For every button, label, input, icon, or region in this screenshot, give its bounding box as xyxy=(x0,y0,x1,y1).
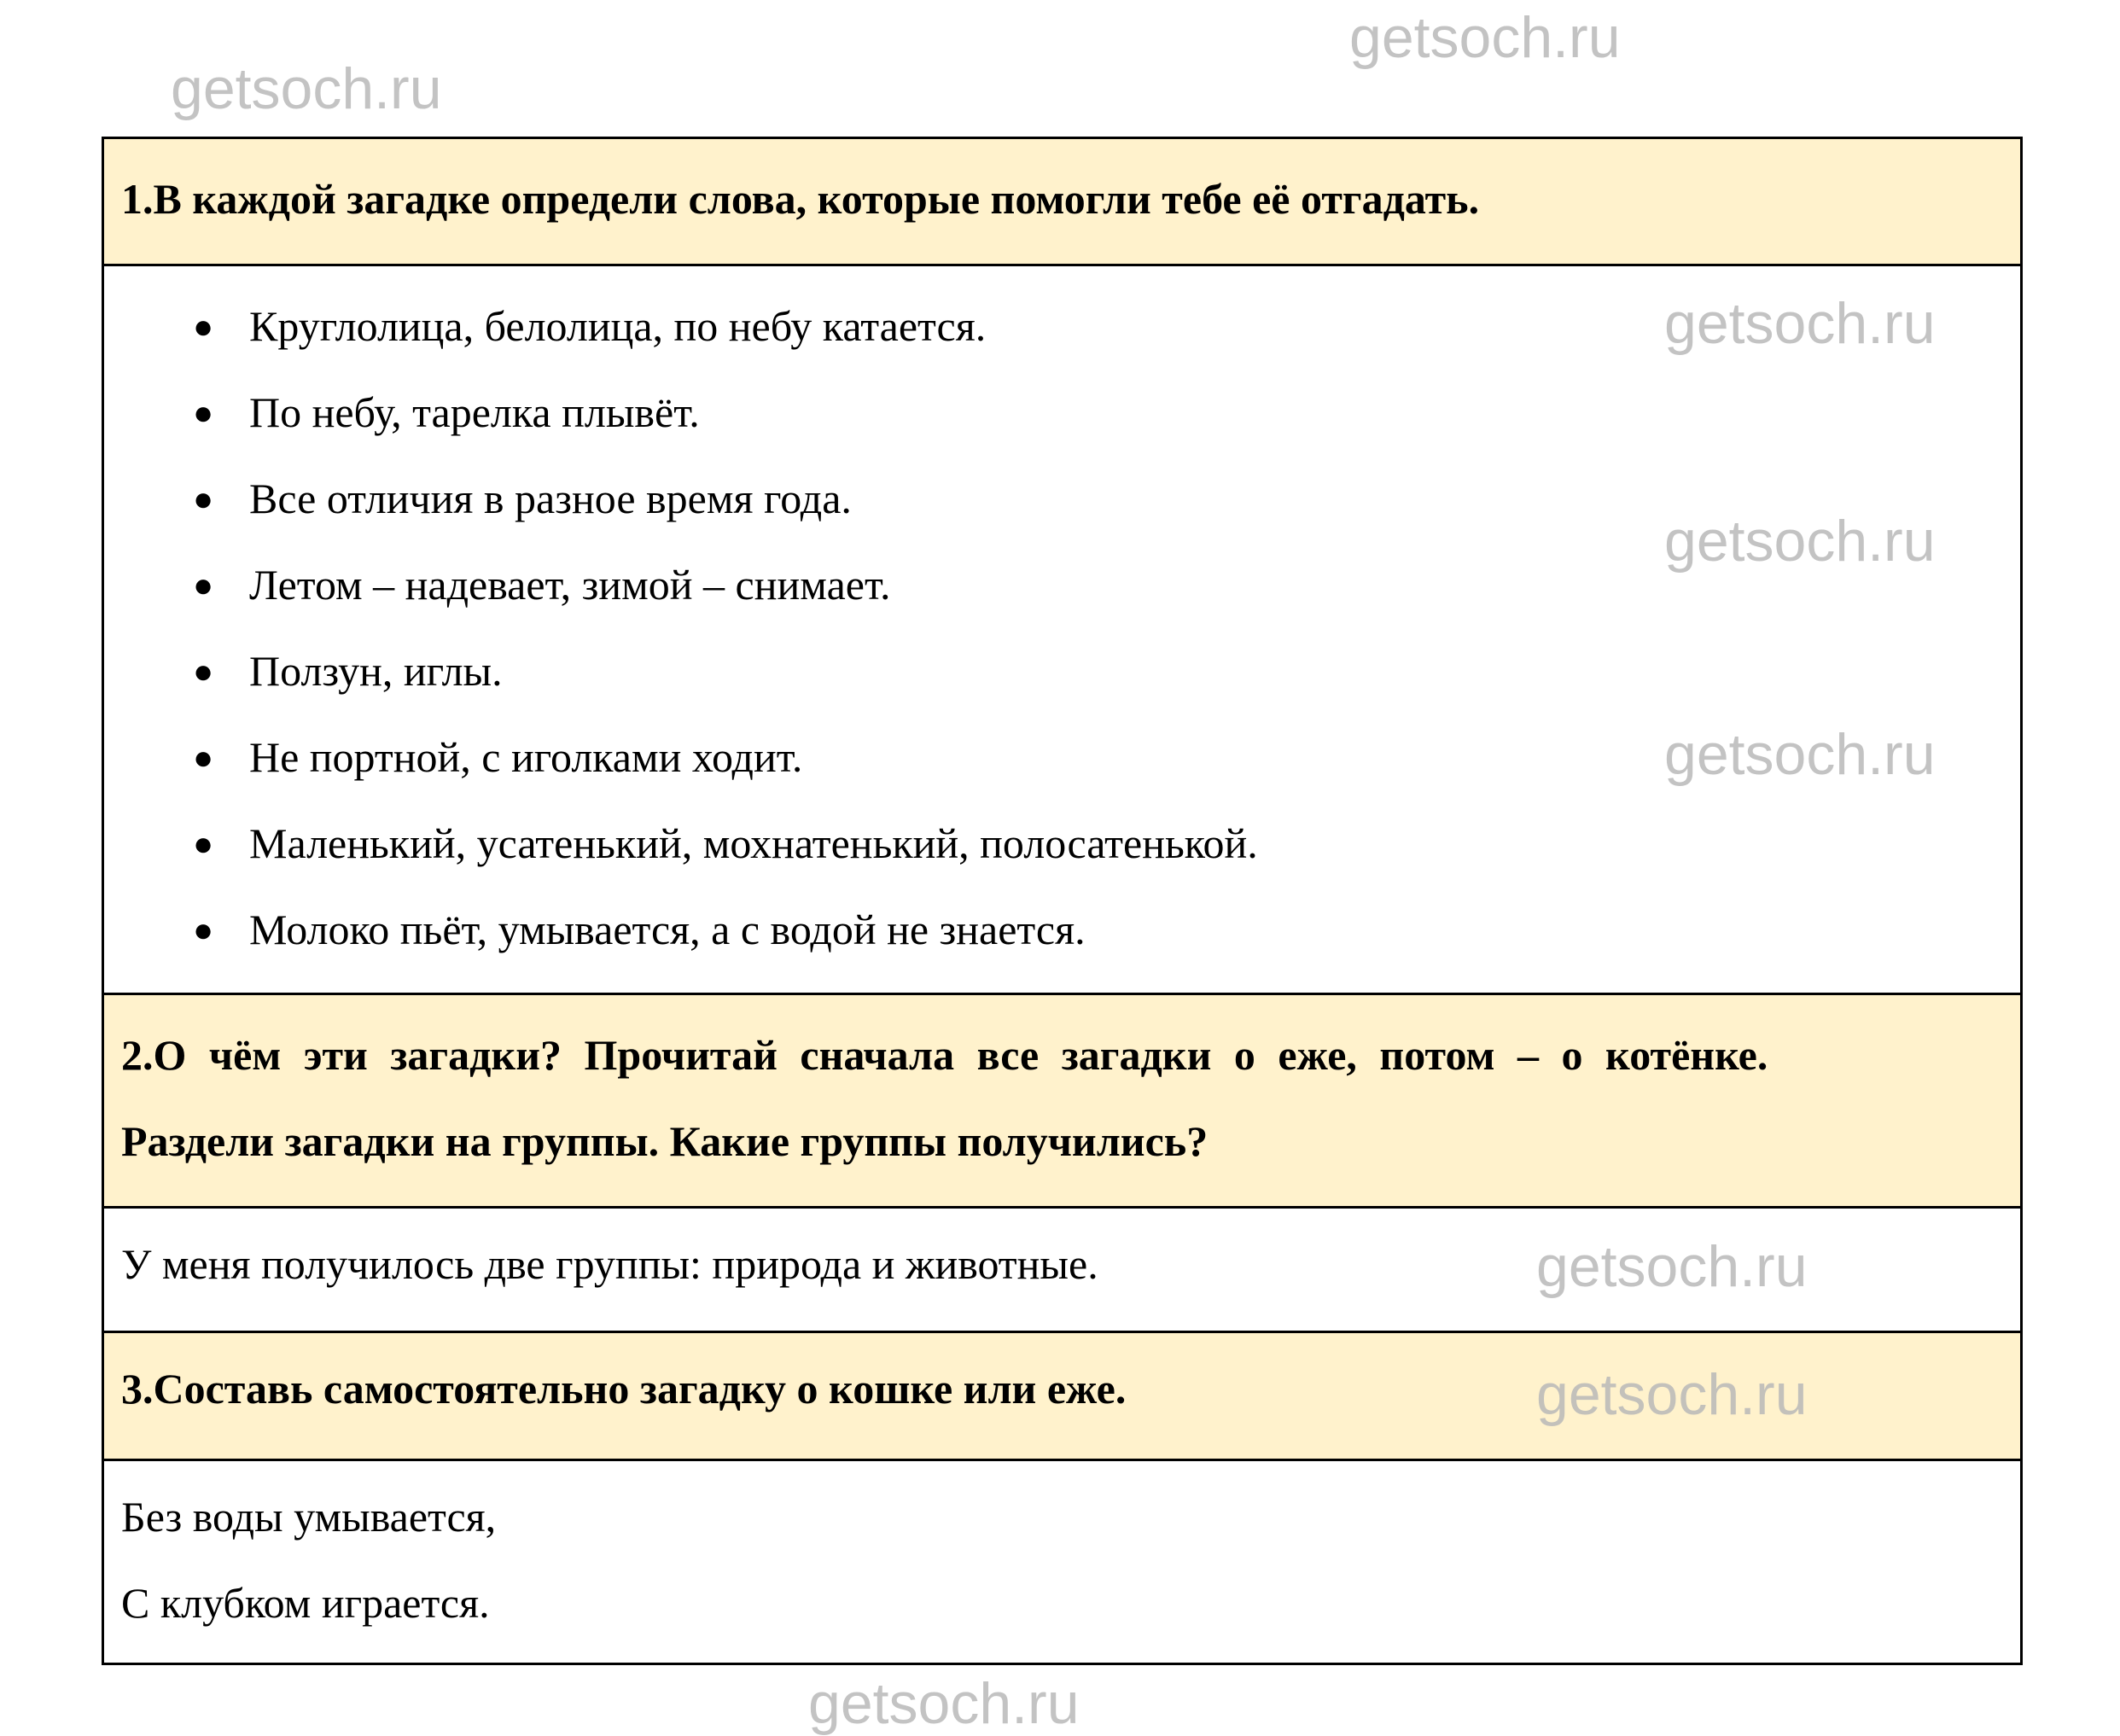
task-2-answer: У меня получилось две группы: природа и животные. xyxy=(121,1240,1098,1288)
bullet-icon: ● xyxy=(193,738,214,777)
list-item xyxy=(104,628,1258,714)
bullet-icon: ● xyxy=(193,911,214,949)
list-item xyxy=(104,714,1258,801)
watermark: getsoch.ru xyxy=(171,56,442,121)
list-item xyxy=(104,542,1258,628)
watermark: getsoch.ru xyxy=(1664,722,1936,787)
watermark: getsoch.ru xyxy=(1349,5,1621,70)
bullet-icon: ● xyxy=(193,566,214,604)
task-2-title-line1: 2.О чём эти загадки? Прочитай сначала все загадки о еже, потом – о котёнке. xyxy=(121,1031,1768,1079)
task-2-title-line2: Раздели загадки на группы. Какие группы получились? xyxy=(121,1117,1209,1165)
task-2-header xyxy=(104,993,2020,1206)
riddle-list xyxy=(104,283,1258,973)
watermark: getsoch.ru xyxy=(1536,1234,1808,1299)
watermark: getsoch.ru xyxy=(1536,1362,1808,1427)
task-1-body xyxy=(104,264,2020,993)
bullet-icon: ● xyxy=(193,307,214,346)
list-item xyxy=(104,283,1258,370)
item-text: По небу, тарелка плывёт. xyxy=(249,388,700,436)
item-text: Маленький, усатенький, мохнатенький, полосатенькой. xyxy=(249,819,1258,867)
item-text: Не портной, с иголками ходит. xyxy=(249,733,803,781)
list-item xyxy=(104,801,1258,887)
task-3-answer-line2: С клубком играется. xyxy=(121,1579,490,1627)
list-item xyxy=(104,456,1258,542)
task-3-title: 3.Составь самостоятельно загадку о кошке или еже. xyxy=(121,1365,1127,1413)
item-text: Молоко пьёт, умывается, а с водой не знается. xyxy=(249,906,1086,953)
bullet-icon: ● xyxy=(193,824,214,863)
task-1-header xyxy=(104,139,2020,264)
watermark: getsoch.ru xyxy=(808,1671,1080,1736)
watermark: getsoch.ru xyxy=(1664,291,1936,356)
task-3-body xyxy=(104,1459,2020,1668)
task-3-answer-line1: Без воды умывается, xyxy=(121,1493,497,1541)
item-text: Все отличия в разное время года. xyxy=(249,475,852,522)
bullet-icon: ● xyxy=(193,652,214,690)
list-item xyxy=(104,370,1258,456)
bullet-icon: ● xyxy=(193,393,214,432)
task-1-title: 1.В каждой загадке определи слова, которые помогли тебе её отгадать. xyxy=(121,175,1480,223)
bullet-icon: ● xyxy=(193,480,214,518)
task-table xyxy=(102,137,2023,1665)
item-text: Ползун, иглы. xyxy=(249,647,503,695)
watermark: getsoch.ru xyxy=(1664,509,1936,574)
item-text: Круглолица, белолица, по небу катается. xyxy=(249,302,987,350)
list-item xyxy=(104,887,1258,973)
item-text: Летом – надевает, зимой – снимает. xyxy=(249,561,891,609)
